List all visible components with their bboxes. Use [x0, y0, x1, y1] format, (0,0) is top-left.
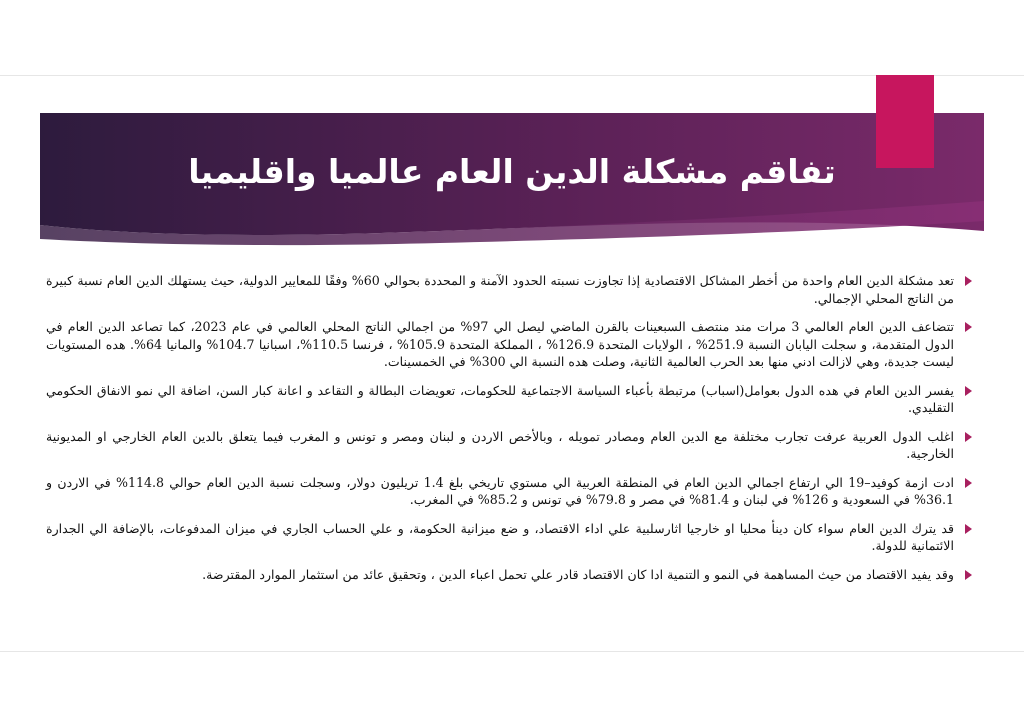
bullet-text: ادت ازمة كوفيد–19 الي ارتفاع اجمالي الدين العام في المنطقة العربية الي مستوي تاريخي بلغ 1.4 تريليون دولار، وسجلت نسبة الدين العام حوالي 114.8% في الاردن و 36.1% في السعودية و 126% في لبنان و 81.4% في مصر و 79.8% في تونس و 85.2% في المغرب.: [46, 474, 955, 507]
slide-title: تفاقم مشكلة الدين العام عالميا واقليميا: [188, 152, 836, 191]
bullet-item: [46, 272, 972, 307]
bullet-text: اغلب الدول العربية عرفت تجارب مختلفة مع الدين العام ومصادر تمويله ، وبالأخص الاردن و لبنان ومصر و تونس و المغرب فيما يتعلق بالدين العام الخارجي او المديونية الخارجية.: [46, 428, 954, 461]
bullet-arrow-icon: [965, 524, 972, 534]
bullet-arrow-icon: [965, 432, 972, 442]
bullet-arrow-icon: [965, 478, 972, 488]
bullet-item: [46, 520, 972, 555]
bullet-text: تتضاعف الدين العام العالمي 3 مرات مند منتصف السبعينات بالقرن الماضي ليصل الي 97% من اجمالي الناتج المحلي العالمي في عام 2023، كما تصاعد الدين العام في الدول المتقدمة، و سجلت اليابان النسبة 251.9% ، الولايات المتحدة 126.9% ، المملكة المتحدة 105.9% ، فرنسا 110.5%، اسبانيا 104.7% والمانيا 64%. هده المستويات ليست جديدة، وهي لازالت ادني منها بعد الحرب العالمية الثانية، وصلت هده النسبة الي 300% في الخمسينات.: [46, 319, 955, 369]
bullet-item: [46, 428, 972, 463]
bullet-item: [46, 566, 972, 584]
bullet-text: قد يترك الدين العام سواء كان دينأ محليا او خارجيا اثارسلبية علي اداء الاقتصاد، و ضع ميزانية الحكومة، و علي الحساب الجاري في ميزان المدفوعات، بالإضافة الي الجدارة الائتمانية للدولة.: [46, 520, 954, 553]
bullet-item: [46, 474, 972, 509]
bullet-item: [46, 382, 972, 417]
bullet-text: تعد مشكلة الدين العام واحدة من أخطر المشاكل الاقتصادية إذا تجاوزت نسبته الحدود الآمنة و المحددة بحوالي 60% وفقًا للمعايير الدولية، حيث يستهلك الدين العام نسبة كبيرة من الناتج المحلي الإجمالي.: [46, 273, 955, 306]
bullet-text: وقد يفيد الاقتصاد من حيث المساهمة في النمو و التنمية ادا كان الاقتصاد قادر علي تحمل اعباء الدين ، وتحقيق عائد من استثمار الموارد المقترضة.: [202, 566, 954, 582]
bullet-text: يفسر الدين العام في هده الدول بعوامل(اسباب) مرتبطة بأعباء السياسة الاجتماعية للحكومات، تعويضات البطالة و التقاعد و اعانة كبار السن، اضافة الي نمو الانفاق الحكومي التقليدي.: [46, 382, 954, 415]
bullet-list: [46, 272, 972, 594]
bullet-arrow-icon: [965, 570, 972, 580]
bullet-arrow-icon: [965, 276, 972, 286]
bullet-arrow-icon: [965, 322, 972, 332]
bullet-arrow-icon: [965, 386, 972, 396]
bullet-item: [46, 318, 972, 371]
